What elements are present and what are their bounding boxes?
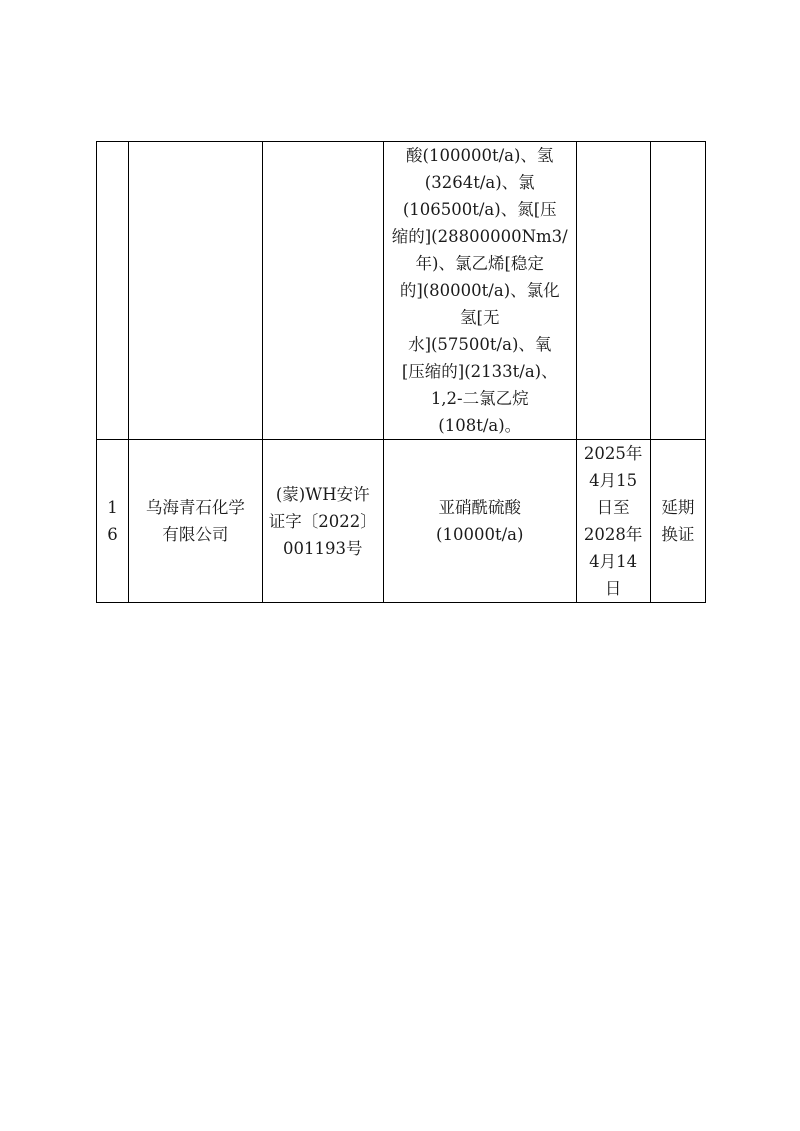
scope-line: (106500t/a)、氮[压 [402,200,557,219]
table-row-16 [97,440,706,603]
cell-scope [383,142,576,440]
scope-line: (3264t/a)、氯 [424,173,535,192]
scope-line: 水](57500t/a)、氧 [408,335,552,354]
validity-line: 日 [604,579,622,598]
scope-line: 亚硝酰硫酸 [438,498,521,517]
scope-line: 酸(100000t/a)、氢 [406,146,554,165]
scope-line: 的](80000t/a)、氯化 [399,281,560,300]
validity-line: 4月15 [589,471,638,490]
cell-company [129,440,262,603]
scope-line: 1,2-二氯乙烷 [430,389,529,408]
scope-line: 氢[无 [460,308,500,327]
scope-line: [压缩的](2133t/a)、 [401,362,558,381]
cell-company [129,142,262,440]
scope-line: 缩的](28800000Nm3/ [391,227,568,246]
scope-line: 年)、氯乙烯[稳定 [415,254,544,273]
cell-no [97,142,129,440]
cell-validity [576,142,650,440]
validity-line: 4月14 [589,552,638,571]
status-line: 延期 [661,498,695,517]
license-line: 证字〔2022〕 [268,511,377,531]
license-line: 001193号 [282,538,363,558]
scope-line: (10000t/a) [436,525,524,544]
cell-no: 16 [97,440,129,603]
status-line: 换证 [661,525,695,544]
cell-status [650,142,705,440]
company-line: 有限公司 [162,525,229,544]
table-row-continued [97,142,706,440]
validity-line: 日至 [596,498,630,517]
cell-license [262,142,383,440]
scope-line: (108t/a)。 [438,416,522,435]
cell-license [262,440,383,603]
license-line: (蒙)WH安许 [275,484,370,504]
cell-validity [576,440,650,603]
validity-line: 2028年 [583,525,643,544]
validity-line: 2025年 [583,444,643,463]
company-line: 乌海青石化学 [145,498,245,517]
cell-scope [383,440,576,603]
license-table [96,141,706,603]
cell-status [650,440,705,603]
